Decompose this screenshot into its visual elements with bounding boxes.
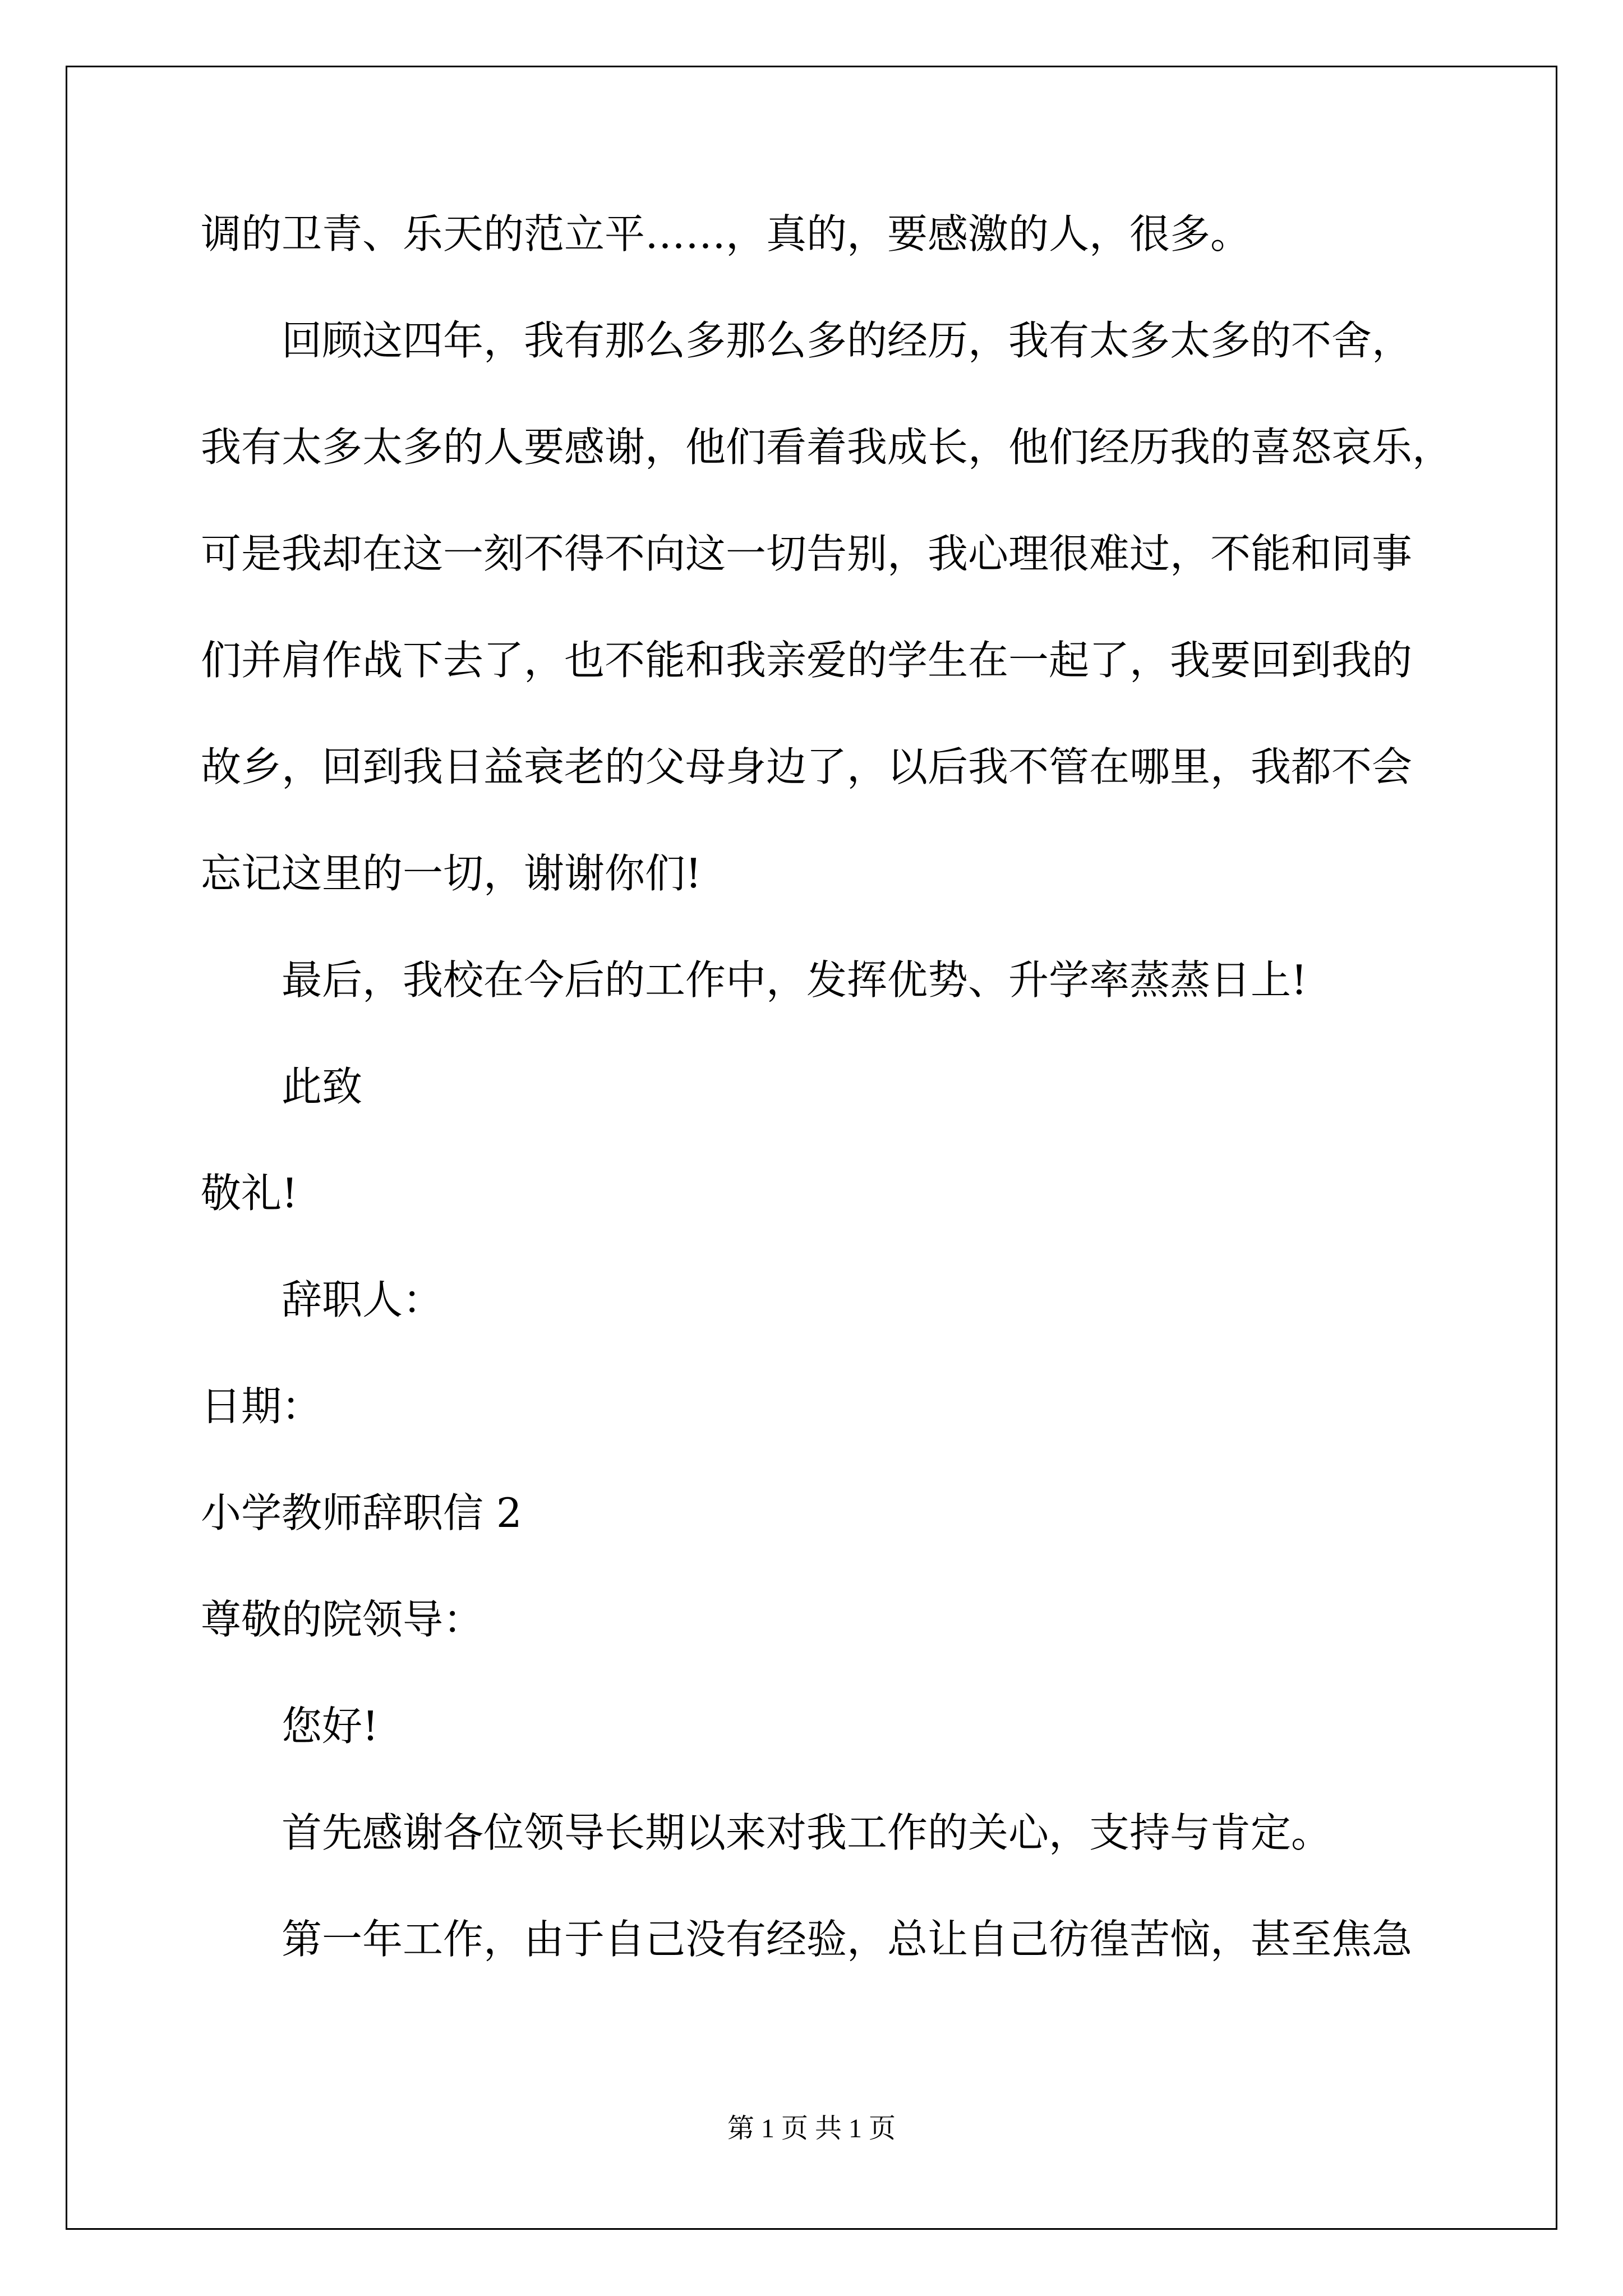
greeting-line: 您好! — [282, 1703, 379, 1750]
date-line: 日期： — [201, 1383, 322, 1430]
body-line: 调的卫青、乐天的范立平……，真的，要感激的人，很多。 — [201, 210, 1251, 257]
body-line: 忘记这里的一切，谢谢你们! — [201, 850, 702, 897]
body-line: 第一年工作，由于自己没有经验，总让自己彷徨苦恼，甚至焦急 — [282, 1916, 1413, 1963]
section-title: 小学教师辞职信 2 — [201, 1489, 522, 1536]
body-line: 首先感谢各位领导长期以来对我工作的关心，支持与肯定。 — [282, 1809, 1332, 1856]
greeting-line: 尊敬的院领导： — [201, 1596, 484, 1643]
body-line: 可是我却在这一刻不得不向这一切告别，我心理很难过，不能和同事 — [201, 530, 1413, 577]
body-line: 我有太多太多的人要感谢，他们看着我成长，他们经历我的喜怒哀乐， — [201, 424, 1453, 471]
body-line: 回顾这四年，我有那么多那么多的经历，我有太多太多的不舍， — [282, 317, 1413, 364]
closing-line: 此致 — [282, 1063, 363, 1110]
body-line: 们并肩作战下去了，也不能和我亲爱的学生在一起了，我要回到我的 — [201, 637, 1413, 684]
page-border — [66, 66, 1557, 2230]
body-line: 最后，我校在今后的工作中，发挥优势、升学率蒸蒸日上! — [282, 956, 1307, 1004]
signature-line: 辞职人： — [282, 1276, 444, 1323]
salutation-line: 敬礼! — [201, 1170, 298, 1217]
page-footer: 第 1 页 共 1 页 — [727, 2114, 896, 2143]
body-line: 故乡，回到我日益衰老的父母身边了，以后我不管在哪里，我都不会 — [201, 743, 1413, 790]
